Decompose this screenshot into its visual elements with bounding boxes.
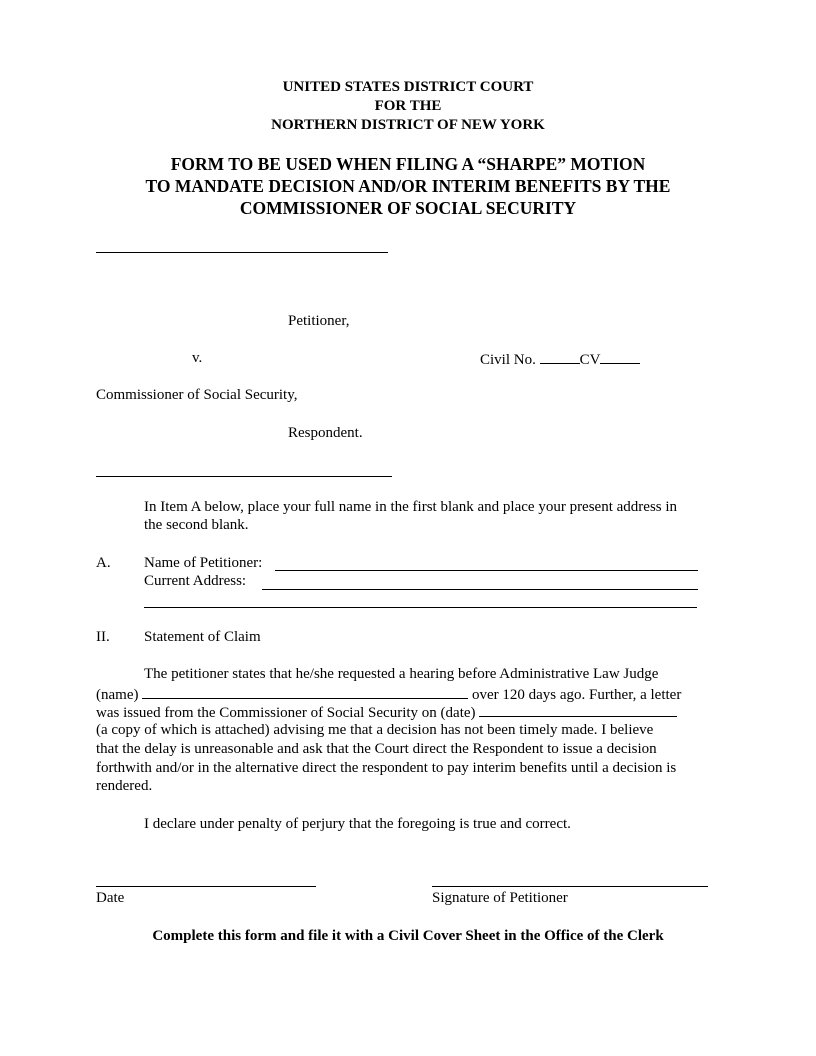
caption-divider [96, 476, 392, 477]
petitioner-label: Petitioner, [288, 313, 350, 329]
civil-no-number-blank[interactable] [600, 349, 640, 364]
court-district: NORTHERN DISTRICT OF NEW YORK [271, 117, 545, 133]
civil-no-year-blank[interactable] [540, 349, 580, 364]
civil-no-label: Civil No. [480, 352, 536, 368]
declaration: I declare under penalty of perjury that the foregoing is true and correct. [144, 816, 571, 832]
form-title-line-1: FORM TO BE USED WHEN FILING A “SHARPE” MOTION [170, 154, 646, 174]
current-address-label: Current Address: [144, 573, 247, 589]
claim-line-3 [96, 702, 677, 723]
alj-name-label: (name) [96, 687, 139, 703]
section-ii-marker: II. [96, 629, 110, 645]
versus-label: v. [192, 350, 203, 366]
claim-line-1: The petitioner states that he/she requested a hearing before Administrative Law Judge [144, 666, 659, 682]
cv-label: CV [579, 352, 601, 368]
court-for-the: FOR THE [374, 98, 442, 114]
filing-instruction: Complete this form and file it with a Civil Cover Sheet in the Office of the Clerk [152, 928, 664, 944]
instructions-line-2: the second blank. [144, 517, 249, 533]
item-a-marker: A. [96, 555, 111, 571]
form-title-line-2: TO MANDATE DECISION AND/OR INTERIM BENEFITS BY THE [145, 176, 671, 196]
letter-date-field[interactable] [479, 702, 677, 717]
letter-date-label: was issued from the Commissioner of Social Security on (date) [96, 705, 476, 721]
claim-line-4: (a copy of which is attached) advising me that a decision has not been timely made. I believe [96, 722, 654, 738]
petitioner-name-field[interactable] [275, 570, 698, 571]
instructions-line-1: In Item A below, place your full name in the first blank and place your present address in [144, 499, 678, 515]
court-name: UNITED STATES DISTRICT COURT [282, 79, 534, 95]
petitioner-name-label: Name of Petitioner: [144, 555, 263, 571]
petitioner-name-blank[interactable] [96, 252, 388, 253]
date-label: Date [96, 890, 125, 906]
form-title-line-3: COMMISSIONER OF SOCIAL SECURITY [239, 198, 577, 218]
statement-of-claim-heading: Statement of Claim [144, 629, 261, 645]
alj-name-field[interactable] [142, 684, 468, 699]
claim-line-5: that the delay is unreasonable and ask that the Court direct the Respondent to issue a decision [96, 741, 657, 757]
claim-line-6: forthwith and/or in the alternative direct the respondent to pay interim benefits until a decision is [96, 760, 677, 776]
signature-label: Signature of Petitioner [432, 890, 568, 906]
date-signature-line[interactable] [96, 886, 316, 887]
civil-number [480, 349, 640, 370]
claim-line-2-rest: over 120 days ago. Further, a letter [471, 687, 682, 703]
respondent-name: Commissioner of Social Security, [96, 387, 298, 403]
petitioner-signature-line[interactable] [432, 886, 708, 887]
claim-line-7: rendered. [96, 778, 153, 794]
current-address-field-line-1[interactable] [262, 589, 698, 590]
current-address-field-line-2[interactable] [144, 607, 697, 608]
respondent-label: Respondent. [288, 425, 363, 441]
